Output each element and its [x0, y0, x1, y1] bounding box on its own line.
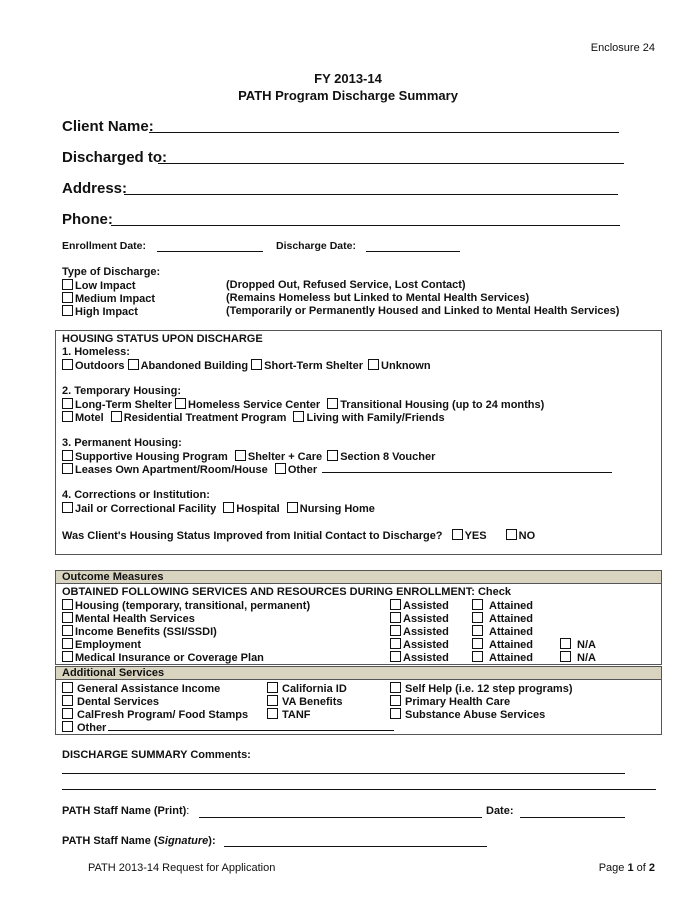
phone-field[interactable]	[111, 225, 620, 226]
temporary-heading: 2. Temporary Housing:	[62, 385, 181, 397]
high-impact-checkbox[interactable]	[62, 305, 73, 316]
comments-line-2[interactable]	[62, 789, 656, 790]
staff-print-row: PATH Staff Name (Print):	[62, 805, 190, 817]
attained-checkbox[interactable]	[472, 625, 483, 636]
staff-date-label: Date:	[486, 805, 514, 817]
outcome-item-label: Housing (temporary, transitional, permanent)	[75, 600, 311, 612]
long-term-shelter-checkbox[interactable]	[62, 398, 73, 409]
nursing-home-checkbox[interactable]	[287, 502, 298, 513]
staff-signature-suffix: ):	[208, 835, 216, 847]
attained-checkbox[interactable]	[472, 638, 483, 649]
attained-label: Attained	[489, 600, 533, 612]
high-impact-desc: (Temporarily or Permanently Housed and Linked to Mental Health Services)	[226, 305, 620, 317]
temporary-row-1	[62, 398, 544, 411]
additional-item	[390, 695, 510, 708]
section-8-checkbox[interactable]	[327, 450, 338, 461]
attained-checkbox[interactable]	[472, 612, 483, 623]
additional-item-checkbox[interactable]	[390, 682, 401, 693]
attained-option	[472, 625, 533, 638]
homeless-service-center-label: Homeless Service Center	[188, 399, 321, 411]
motel-checkbox[interactable]	[62, 411, 73, 422]
homeless-options	[62, 359, 431, 372]
na-option	[560, 651, 596, 664]
address-label: Address:	[62, 180, 128, 197]
na-label: N/A	[577, 652, 596, 664]
client-name-label: Client Name:	[62, 118, 154, 135]
leases-own-checkbox[interactable]	[62, 463, 73, 474]
attained-label: Attained	[489, 652, 533, 664]
assisted-option	[390, 612, 449, 625]
leases-own-label: Leases Own Apartment/Room/House	[75, 464, 268, 476]
additional-item	[267, 708, 311, 721]
na-option	[560, 638, 596, 651]
additional-item	[390, 682, 573, 695]
living-with-family-checkbox[interactable]	[293, 411, 304, 422]
yes-checkbox[interactable]	[452, 529, 463, 540]
shelter-care-label: Shelter + Care	[247, 451, 323, 463]
assisted-label: Assisted	[403, 639, 449, 651]
outdoors-label: Outdoors	[75, 360, 125, 372]
motel-label: Motel	[75, 412, 104, 424]
low-impact-desc: (Dropped Out, Refused Service, Lost Contact)	[226, 279, 466, 291]
assisted-label: Assisted	[403, 652, 449, 664]
transitional-housing-label: Transitional Housing (up to 24 months)	[340, 399, 545, 411]
va-benefits-label: VA Benefits	[282, 696, 343, 708]
outcome-item	[62, 612, 195, 625]
additional-other-label: Other	[77, 722, 107, 734]
na-checkbox[interactable]	[560, 651, 571, 662]
additional-item	[62, 682, 220, 695]
assisted-option	[390, 651, 449, 664]
unknown-label: Unknown	[381, 360, 431, 372]
additional-item-checkbox[interactable]	[267, 682, 278, 693]
outcome-item-checkbox[interactable]	[62, 638, 73, 649]
na-checkbox[interactable]	[560, 638, 571, 649]
supportive-housing-label: Supportive Housing Program	[75, 451, 228, 463]
abandoned-building-checkbox[interactable]	[128, 359, 139, 370]
assisted-option	[390, 599, 449, 612]
outcome-item	[62, 638, 141, 651]
additional-item-checkbox[interactable]	[62, 695, 73, 706]
staff-signature-word: Signature	[157, 835, 209, 847]
permanent-other-field[interactable]	[322, 472, 612, 473]
permanent-row-1	[62, 450, 435, 463]
outdoors-checkbox[interactable]	[62, 359, 73, 370]
page-prefix: Page	[598, 862, 628, 874]
permanent-heading: 3. Permanent Housing:	[62, 437, 182, 449]
enclosure-label: Enclosure 24	[590, 42, 655, 54]
discharge-comments-label: DISCHARGE SUMMARY Comments:	[62, 749, 251, 761]
short-term-shelter-label: Short-Term Shelter	[264, 360, 363, 372]
assisted-label: Assisted	[403, 600, 449, 612]
additional-item	[390, 708, 545, 721]
section-8-label: Section 8 Voucher	[340, 451, 436, 463]
address-field[interactable]	[124, 194, 618, 195]
calfresh-label: CalFresh Program/ Food Stamps	[77, 709, 249, 721]
primary-health-care-label: Primary Health Care	[405, 696, 511, 708]
outcome-item-label: Income Benefits (SSI/SSDI)	[75, 626, 217, 638]
additional-other-field[interactable]	[108, 730, 394, 731]
living-with-family-label: Living with Family/Friends	[306, 412, 445, 424]
assisted-label: Assisted	[403, 626, 449, 638]
outcome-item-label: Employment	[75, 639, 142, 651]
housing-heading: HOUSING STATUS UPON DISCHARGE	[62, 333, 263, 345]
attained-option	[472, 599, 533, 612]
dental-services-label: Dental Services	[77, 696, 159, 708]
medium-impact-desc: (Remains Homeless but Linked to Mental Health Services)	[226, 292, 530, 304]
discharged-to-label: Discharged to:	[62, 149, 168, 166]
additional-item	[267, 695, 343, 708]
general-assistance-label: General Assistance Income	[77, 683, 221, 695]
assisted-checkbox[interactable]	[390, 651, 401, 662]
additional-item	[62, 708, 248, 721]
comments-line-1[interactable]	[62, 773, 625, 774]
low-impact-checkbox[interactable]	[62, 279, 73, 290]
discharge-date-label: Discharge Date:	[276, 240, 356, 252]
page-title: PATH Program Discharge Summary	[238, 88, 458, 103]
additional-item	[267, 682, 347, 695]
additional-item	[62, 721, 394, 734]
attained-checkbox[interactable]	[472, 651, 483, 662]
permanent-other-label: Other	[287, 464, 318, 476]
attained-option	[472, 612, 533, 625]
additional-services-heading: Additional Services	[55, 666, 662, 680]
discharge-high	[62, 305, 138, 318]
low-impact-label: Low Impact	[75, 280, 136, 292]
staff-signature-row	[62, 835, 216, 847]
additional-item-checkbox[interactable]	[267, 695, 278, 706]
assisted-label: Assisted	[403, 613, 449, 625]
outcome-item-checkbox[interactable]	[62, 651, 73, 662]
discharge-medium	[62, 292, 155, 305]
high-impact-label: High Impact	[75, 306, 138, 318]
page-number	[599, 862, 655, 874]
discharge-low	[62, 279, 136, 292]
outcome-item	[62, 651, 264, 664]
attained-checkbox[interactable]	[472, 599, 483, 610]
additional-item	[62, 695, 159, 708]
assisted-option	[390, 638, 449, 651]
unknown-checkbox[interactable]	[368, 359, 379, 370]
outcome-subheading: OBTAINED FOLLOWING SERVICES AND RESOURCES DURING ENROLLMENT: Check	[62, 586, 511, 598]
nursing-home-label: Nursing Home	[299, 503, 375, 515]
discharged-to-field[interactable]	[158, 163, 624, 164]
client-name-field[interactable]	[149, 132, 619, 133]
housing-improved-question	[62, 529, 535, 542]
outcome-measures-heading: Outcome Measures	[55, 570, 662, 584]
outcome-item-label: Medical Insurance or Coverage Plan	[75, 652, 264, 664]
attained-option	[472, 638, 533, 651]
footer-title: PATH 2013-14 Request for Application	[88, 862, 276, 874]
corrections-row	[62, 502, 375, 515]
additional-item-checkbox[interactable]	[62, 708, 73, 719]
page-total: 2	[648, 862, 655, 874]
attained-label: Attained	[489, 626, 533, 638]
medium-impact-checkbox[interactable]	[62, 292, 73, 303]
supportive-housing-checkbox[interactable]	[62, 450, 73, 461]
staff-print-label: PATH Staff Name (Print)	[62, 805, 187, 817]
homeless-service-center-checkbox[interactable]	[175, 398, 186, 409]
phone-label: Phone:	[62, 211, 113, 228]
outcome-item-label: Mental Health Services	[75, 613, 195, 625]
self-help-label: Self Help (i.e. 12 step programs)	[405, 683, 573, 695]
assisted-checkbox[interactable]	[390, 625, 401, 636]
additional-item-checkbox[interactable]	[390, 695, 401, 706]
discharge-type-heading: Type of Discharge:	[62, 266, 161, 278]
outcome-item	[62, 625, 217, 638]
temporary-row-2	[62, 411, 445, 424]
discharge-date-field[interactable]	[366, 251, 460, 252]
assisted-checkbox[interactable]	[390, 638, 401, 649]
abandoned-building-label: Abandoned Building	[140, 360, 249, 372]
assisted-checkbox[interactable]	[390, 599, 401, 610]
california-id-label: California ID	[282, 683, 347, 695]
substance-abuse-label: Substance Abuse Services	[405, 709, 546, 721]
residential-treatment-label: Residential Treatment Program	[123, 412, 287, 424]
staff-print-field[interactable]	[199, 817, 482, 818]
homeless-heading: 1. Homeless:	[62, 346, 130, 358]
additional-item-checkbox[interactable]	[267, 708, 278, 719]
additional-item-checkbox[interactable]	[62, 721, 73, 732]
outcome-item-checkbox[interactable]	[62, 599, 73, 610]
staff-signature-field[interactable]	[224, 846, 487, 847]
assisted-checkbox[interactable]	[390, 612, 401, 623]
staff-date-field[interactable]	[520, 817, 625, 818]
tanf-label: TANF	[282, 709, 311, 721]
staff-signature-prefix: PATH Staff Name (	[62, 835, 158, 847]
permanent-other-checkbox[interactable]	[275, 463, 286, 474]
housing-improved-text: Was Client's Housing Status Improved from Initial Contact to Discharge?	[62, 530, 443, 542]
attained-label: Attained	[489, 639, 533, 651]
jail-checkbox[interactable]	[62, 502, 73, 513]
outcome-item	[62, 599, 310, 612]
short-term-shelter-checkbox[interactable]	[251, 359, 262, 370]
transitional-housing-checkbox[interactable]	[327, 398, 338, 409]
shelter-care-checkbox[interactable]	[235, 450, 246, 461]
hospital-checkbox[interactable]	[223, 502, 234, 513]
hospital-label: Hospital	[236, 503, 280, 515]
attained-label: Attained	[489, 613, 533, 625]
outcome-item-checkbox[interactable]	[62, 612, 73, 623]
page-current: 1	[627, 862, 634, 874]
jail-label: Jail or Correctional Facility	[75, 503, 217, 515]
na-label: N/A	[577, 639, 596, 651]
enrollment-date-label: Enrollment Date:	[62, 240, 147, 252]
medium-impact-label: Medium Impact	[75, 293, 156, 305]
additional-item-checkbox[interactable]	[62, 682, 73, 693]
additional-item-checkbox[interactable]	[390, 708, 401, 719]
page-of: of	[633, 862, 649, 874]
residential-treatment-checkbox[interactable]	[111, 411, 122, 422]
no-label: NO	[518, 530, 536, 542]
assisted-option	[390, 625, 449, 638]
fiscal-year-title: FY 2013-14	[314, 71, 382, 86]
attained-option	[472, 651, 533, 664]
corrections-heading: 4. Corrections or Institution:	[62, 489, 210, 501]
yes-label: YES	[464, 530, 487, 542]
outcome-item-checkbox[interactable]	[62, 625, 73, 636]
no-checkbox[interactable]	[506, 529, 517, 540]
long-term-shelter-label: Long-Term Shelter	[75, 399, 172, 411]
permanent-row-2	[62, 463, 612, 476]
enrollment-date-field[interactable]	[157, 251, 263, 252]
